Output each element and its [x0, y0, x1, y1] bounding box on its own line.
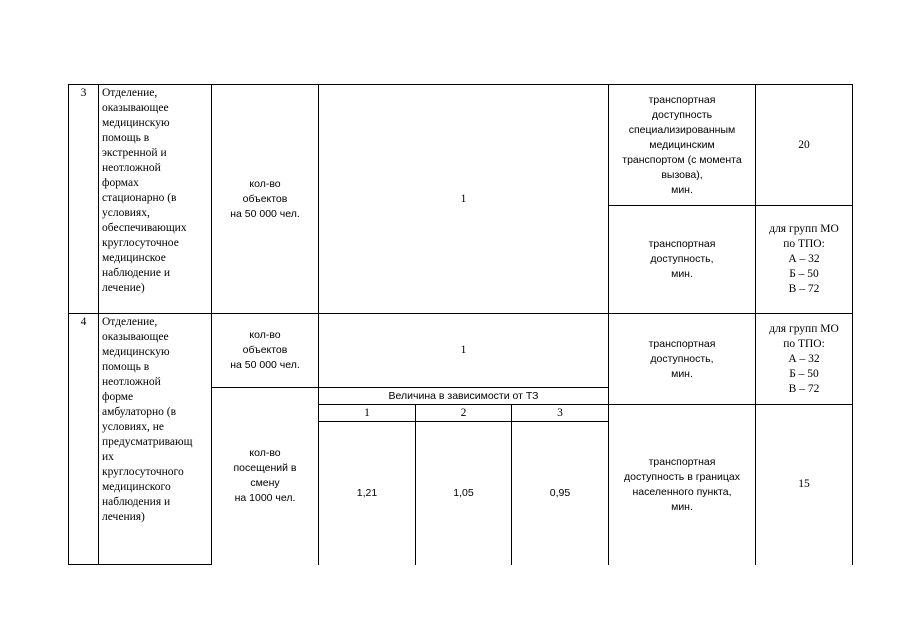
tz-header: Величина в зависимости от ТЗ [319, 388, 609, 405]
access-value: 20 [756, 85, 853, 206]
department-name: Отделение, оказывающее медицинскую помощь в неотложной форме амбулаторно (в условиях, не предусматривающ их круглосуточного медицинского наблюдения и лечения) [99, 314, 212, 565]
row-number: 4 [69, 314, 99, 565]
tz-value: 1,05 [416, 422, 512, 565]
value-cell: 1 [319, 85, 609, 314]
tz-column-header: 3 [512, 405, 609, 422]
standards-table [68, 84, 853, 565]
tz-value: 0,95 [512, 422, 609, 565]
table-row [69, 314, 853, 388]
access-value: для групп МО по ТПО: А – 32 Б – 50 В – 72 [756, 206, 853, 314]
access-value: 15 [756, 405, 853, 565]
row-number: 3 [69, 85, 99, 314]
department-name: Отделение, оказывающее медицинскую помощь в экстренной и неотложной формах стационарно (в условиях, обеспечивающих круглосуточное медицинское наблюдение и лечение) [99, 85, 212, 314]
table-row [69, 85, 853, 206]
unit-cell: кол-во объектов на 50 000 чел. [212, 314, 319, 388]
unit-cell: кол-во объектов на 50 000 чел. [212, 85, 319, 314]
tz-column-header: 2 [416, 405, 512, 422]
access-label: транспортная доступность в границах населенного пункта, мин. [609, 405, 756, 565]
access-label: транспортная доступность специализированным медицинским транспортом (с момента вызова), мин. [609, 85, 756, 206]
tz-column-header: 1 [319, 405, 416, 422]
unit-cell: кол-во посещений в смену на 1000 чел. [212, 388, 319, 565]
access-label: транспортная доступность, мин. [609, 206, 756, 314]
value-cell: 1 [319, 314, 609, 388]
access-value: для групп МО по ТПО: А – 32 Б – 50 В – 72 [756, 314, 853, 405]
tz-value: 1,21 [319, 422, 416, 565]
access-label: транспортная доступность, мин. [609, 314, 756, 405]
